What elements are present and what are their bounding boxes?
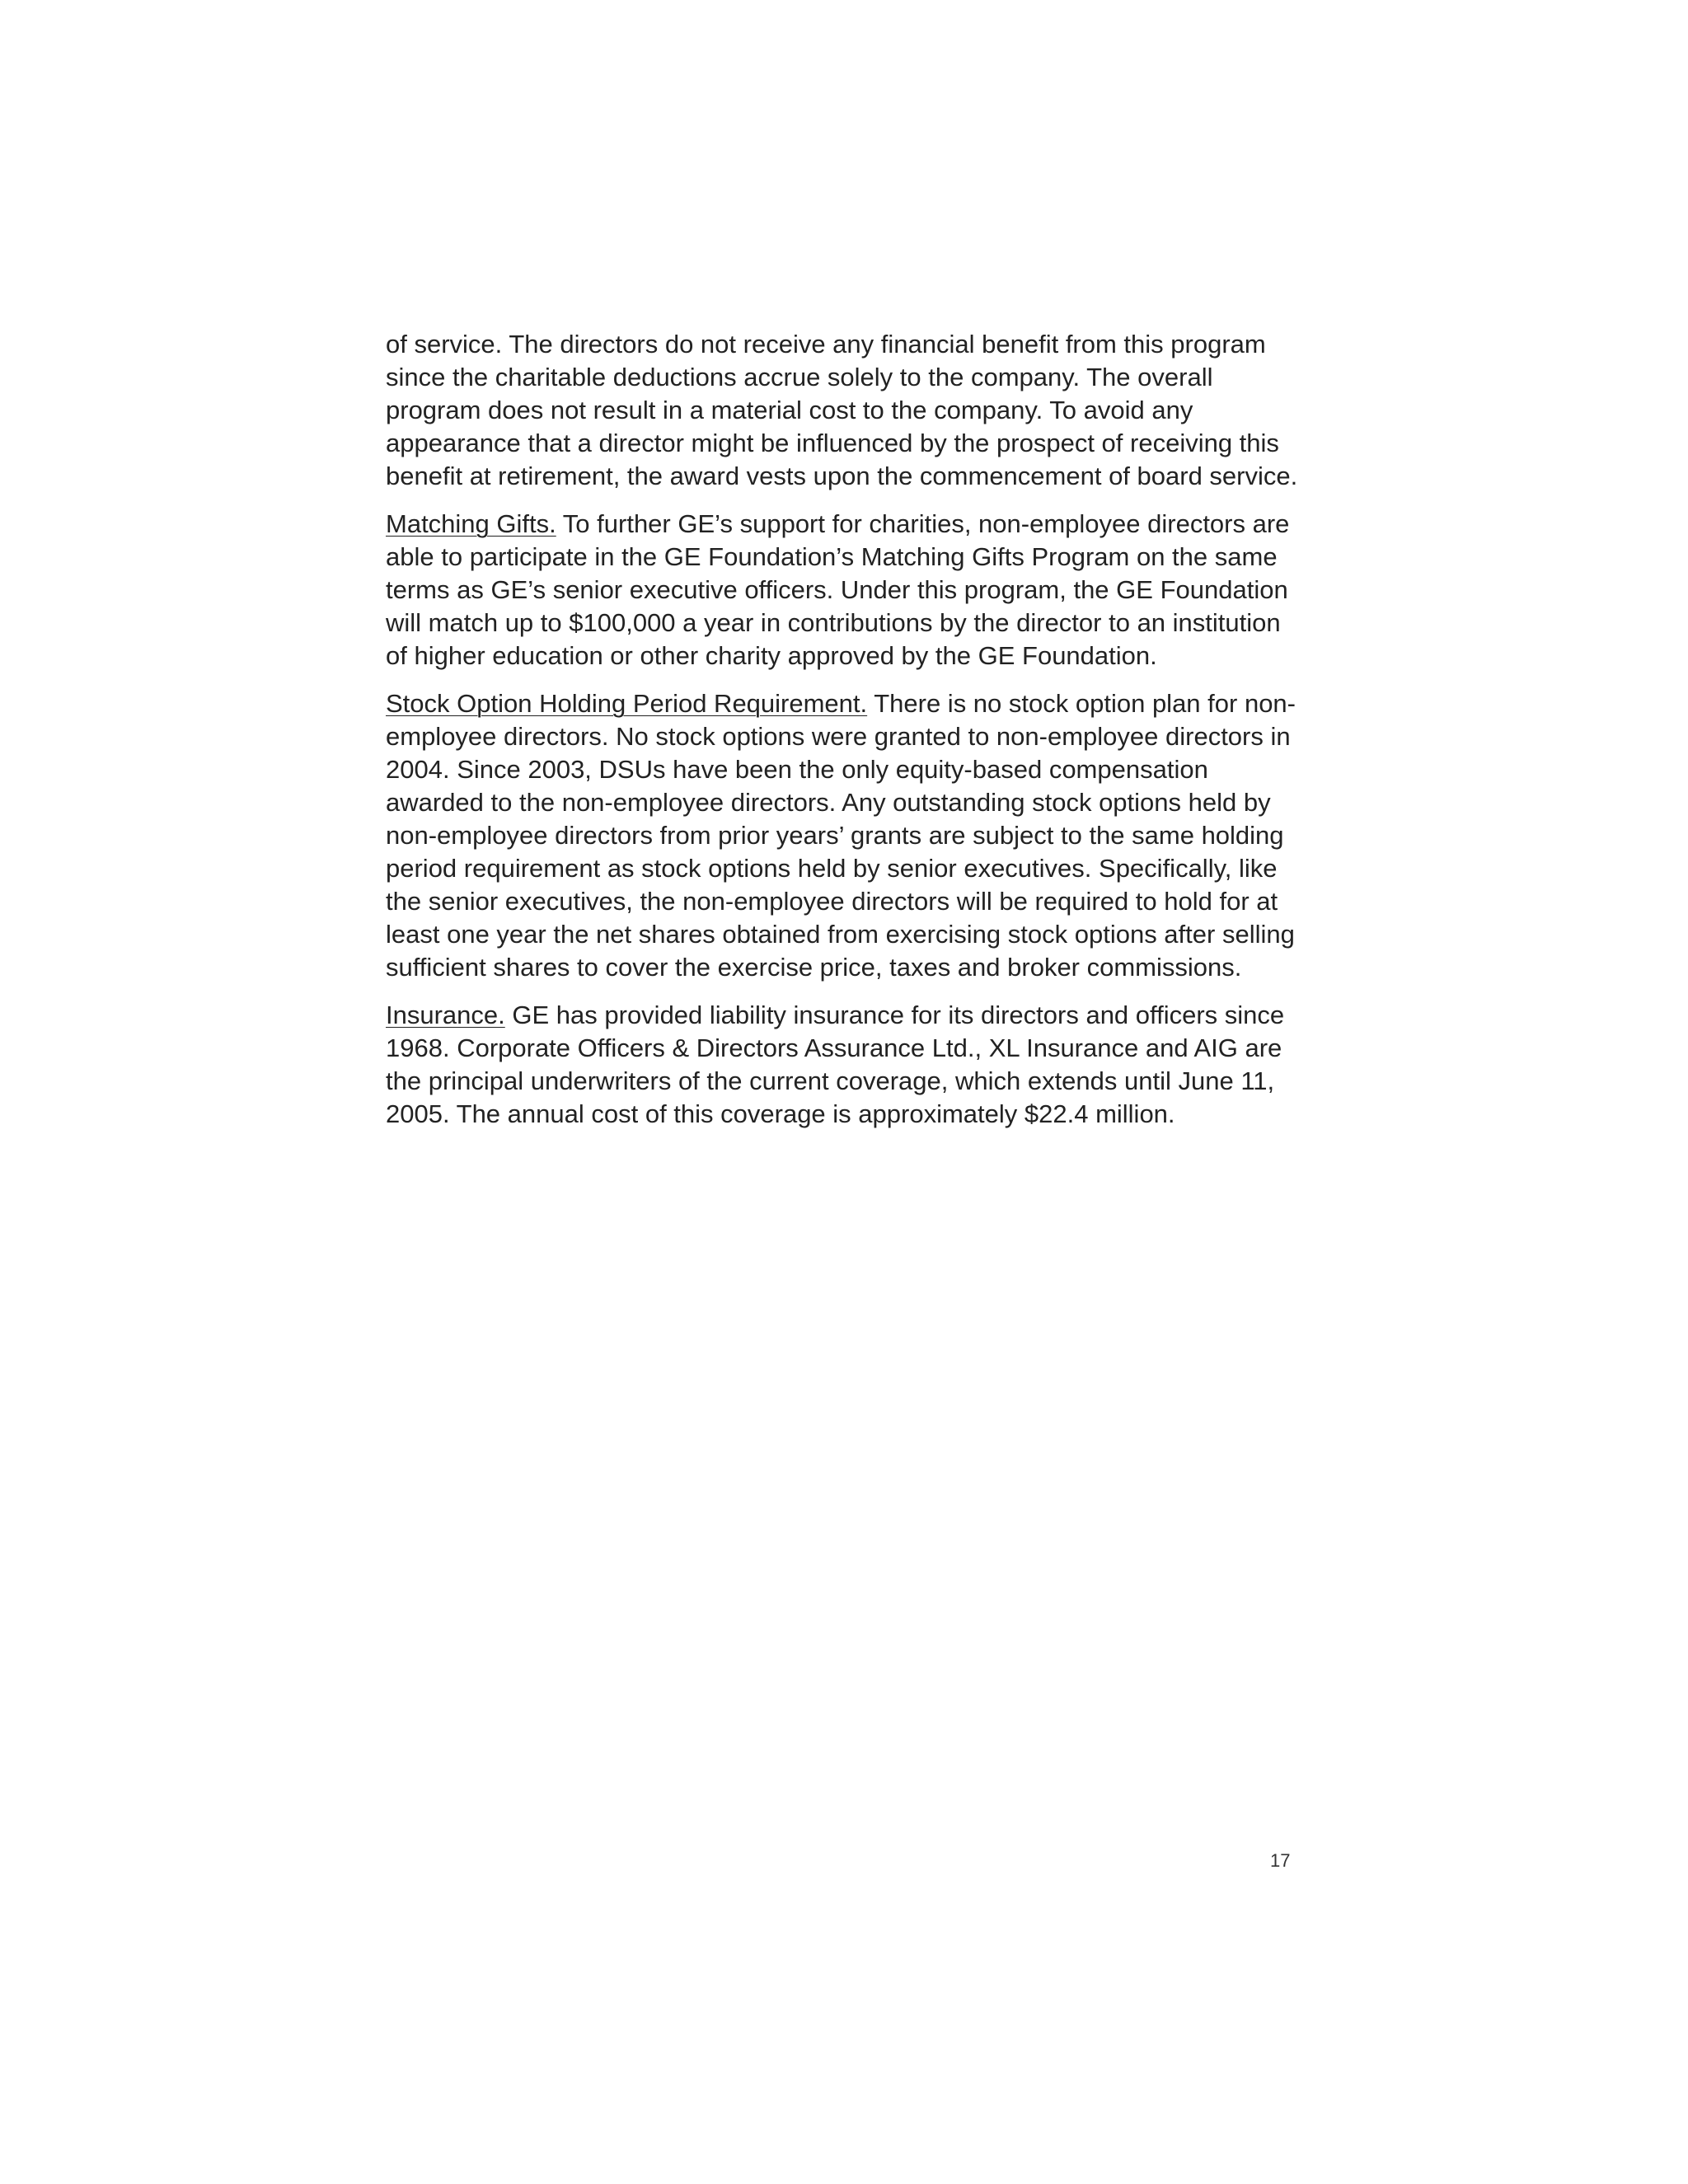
- paragraph-text: GE has provided liability insurance for its directors and officers since 1968. Corporate Officers & Directors Assurance Ltd., XL Insurance and AIG are the principal underwriters of the current coverage, which extends until June 11, 2005. The annual cost of this coverage is approximately $22.4 million.: [386, 1001, 1285, 1128]
- stock-option-heading: Stock Option Holding Period Requirement.: [386, 689, 868, 718]
- paragraph-text: To further GE’s support for charities, non-employee directors are able to participate in the GE Foundation’s Matching Gifts Program on the same terms as GE’s senior executive officers. Under this program, the GE Foundation will match up to $100,000 a year in contributions by the director to an institution of higher education or other charity approved by the GE Foundation.: [386, 509, 1290, 670]
- paragraph-insurance: [386, 999, 1302, 1131]
- insurance-heading: Insurance.: [386, 1001, 505, 1029]
- paragraph-matching-gifts: [386, 508, 1302, 673]
- page-body: [386, 328, 1302, 1146]
- paragraph-text: There is no stock option plan for non-employee directors. No stock options were granted to non-employee directors in 2004. Since 2003, DSUs have been the only equity-based compensation awarded to the non-employee directors. Any outstanding stock options held by non-employee directors from prior years’ grants are subject to the same holding period requirement as stock options held by senior executives. Specifically, like the senior executives, the non-employee directors will be required to hold for at least one year the net shares obtained from exercising stock options after selling sufficient shares to cover the exercise price, taxes and broker commissions.: [386, 689, 1296, 982]
- paragraph-stock-option-holding: [386, 687, 1302, 984]
- matching-gifts-heading: Matching Gifts.: [386, 509, 556, 538]
- paragraph-program-continuation: [386, 328, 1302, 493]
- page-number: 17: [1270, 1850, 1291, 1871]
- paragraph-text: of service. The directors do not receive any financial benefit from this program since the charitable deductions accrue solely to the company. The overall program does not result in a material cost to the company. To avoid any appearance that a director might be influenced by the prospect of receiving this benefit at retirement, the award vests upon the commencement of board service.: [386, 330, 1298, 490]
